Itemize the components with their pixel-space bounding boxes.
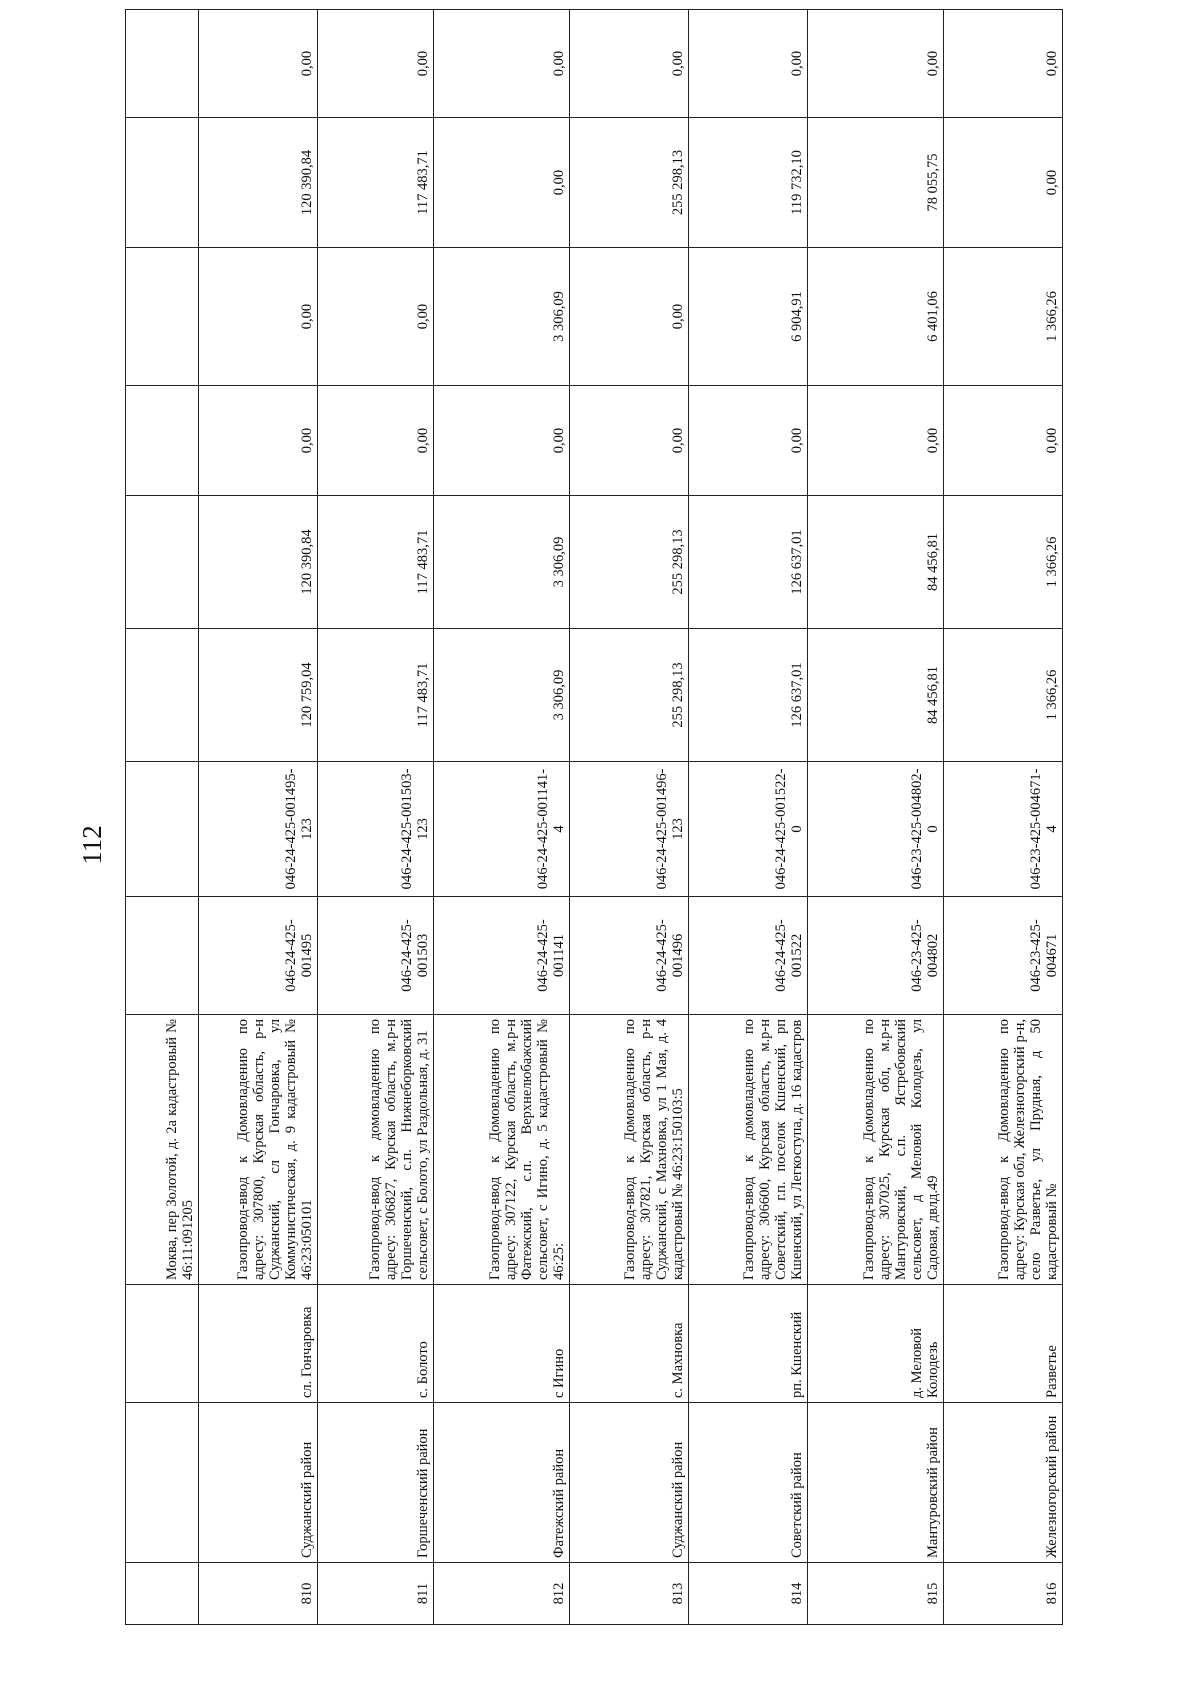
cell-value-2: 120 390,84: [199, 496, 318, 629]
cell-empty: [126, 386, 199, 496]
cell-value-1: 117 483,71: [318, 629, 433, 762]
cell-inventory-code: 046-23-425-004671-4: [944, 762, 1063, 897]
cell-number: 810: [199, 1563, 318, 1625]
cell-value-2: 255 298,13: [569, 496, 688, 629]
cell-value-5: 117 483,71: [318, 118, 433, 248]
cell-inventory-code: 046-24-425-001495-123: [199, 762, 318, 897]
cell-value-4: 0,00: [199, 248, 318, 386]
cell-number: 815: [807, 1563, 943, 1625]
table-row-continuation: [126, 10, 199, 1625]
cell-value-6: 0,00: [318, 10, 433, 118]
cell-district: Мантуровский район: [807, 1403, 943, 1563]
cell-value-5: 255 298,13: [569, 118, 688, 248]
cell-district: Советский район: [688, 1403, 807, 1563]
cell-value-1: 84 456,81: [807, 629, 943, 762]
cell-value-3: 0,00: [199, 386, 318, 496]
cell-settlement: с. Махновка: [569, 1285, 688, 1403]
cell-empty: [126, 118, 199, 248]
cell-description: Газопровод-ввод к Домовладению по адресу: 307821, Курская область, р-н Суджанский, с Махновка, ул 1 Мая, д. 4 кадастровый № 46:23:150103:5: [569, 1015, 688, 1285]
cell-number: 811: [318, 1563, 433, 1625]
cell-value-3: 0,00: [807, 386, 943, 496]
cell-description: Газопровод-ввод к домовладению по адресу: 306827, Курская область, м.р-н Горшеченский, с.п. Нижнеборковский сельсовет, с Болото, ул Раздольная, д. 31: [318, 1015, 433, 1285]
cell-value-2: 3 306,09: [433, 496, 569, 629]
cell-value-5: 0,00: [944, 118, 1063, 248]
cell-inventory-code: 046-24-425-001496-123: [569, 762, 688, 897]
cell-inventory-code: 046-23-425-004802-0: [807, 762, 943, 897]
cell-value-2: 117 483,71: [318, 496, 433, 629]
cell-empty: [126, 248, 199, 386]
assets-table: [125, 9, 1063, 1625]
cell-value-3: 0,00: [433, 386, 569, 496]
cell-description: Газопровод-ввод к Домовладению по адресу: 307122, Курская область, м.р-н Фатежский, с.п. Верхнелюбажский сельсовет, с Игино, д. 5 кадастровый № 46:25:: [433, 1015, 569, 1285]
cell-code: 046-23-425-004802: [807, 897, 943, 1015]
cell-value-1: 120 759,04: [199, 629, 318, 762]
cell-value-2: 1 366,26: [944, 496, 1063, 629]
cell-code: 046-24-425-001495: [199, 897, 318, 1015]
cell-description: Газопровод-ввод к Домовладению по адресу: Курская обл, Железногорский р-н, село Разветье, ул Прудная, д 50 кадастровый №: [944, 1015, 1063, 1285]
cell-inventory-code: 046-24-425-001503-123: [318, 762, 433, 897]
cell-description: Газопровод-ввод к домовладению по адресу: 306600, Курская область, м.р-н Советский, г.п. поселок Кшенский, рп Кшенский, ул Легкоступа, д. 16 кадастров: [688, 1015, 807, 1285]
cell-district: Горшеченский район: [318, 1403, 433, 1563]
cell-value-6: 0,00: [199, 10, 318, 118]
cell-value-5: 0,00: [433, 118, 569, 248]
cell-value-4: 3 306,09: [433, 248, 569, 386]
cell-inventory-code: 046-24-425-001522-0: [688, 762, 807, 897]
table-row: [569, 10, 688, 1625]
cell-value-6: 0,00: [688, 10, 807, 118]
cell-code: 046-24-425-001522: [688, 897, 807, 1015]
cell-value-6: 0,00: [807, 10, 943, 118]
cell-value-1: 255 298,13: [569, 629, 688, 762]
table-row: [688, 10, 807, 1625]
table-row: [433, 10, 569, 1625]
cell-settlement: д. Меловой Колодезь: [807, 1285, 943, 1403]
table-row: [807, 10, 943, 1625]
cell-settlement: рп. Кшенский: [688, 1285, 807, 1403]
cell-code: 046-24-425-001503: [318, 897, 433, 1015]
cell-value-1: 3 306,09: [433, 629, 569, 762]
cell-empty: [126, 762, 199, 897]
cell-settlement: Разветье: [944, 1285, 1063, 1403]
table-row: [944, 10, 1063, 1625]
page-number: 112: [77, 825, 107, 865]
cell-value-3: 0,00: [688, 386, 807, 496]
cell-value-1: 1 366,26: [944, 629, 1063, 762]
cell-district: Суджанский район: [569, 1403, 688, 1563]
cell-value-5: 120 390,84: [199, 118, 318, 248]
cell-value-4: 6 904,91: [688, 248, 807, 386]
cell-empty: [126, 897, 199, 1015]
cell-value-1: 126 637,01: [688, 629, 807, 762]
cell-value-5: 78 055,75: [807, 118, 943, 248]
cell-value-6: 0,00: [569, 10, 688, 118]
cell-value-6: 0,00: [433, 10, 569, 118]
cell-value-4: 0,00: [569, 248, 688, 386]
cell-number: 816: [944, 1563, 1063, 1625]
table-row: [318, 10, 433, 1625]
cell-settlement: с Игино: [433, 1285, 569, 1403]
cell-number: 814: [688, 1563, 807, 1625]
cell-value-3: 0,00: [944, 386, 1063, 496]
cell-empty: [126, 10, 199, 118]
cell-value-3: 0,00: [569, 386, 688, 496]
cell-empty: [126, 1563, 199, 1625]
cell-value-4: 0,00: [318, 248, 433, 386]
cell-district: Железногорский район: [944, 1403, 1063, 1563]
cell-value-5: 119 732,10: [688, 118, 807, 248]
cell-value-3: 0,00: [318, 386, 433, 496]
cell-inventory-code: 046-24-425-001141-4: [433, 762, 569, 897]
cell-value-6: 0,00: [944, 10, 1063, 118]
cell-value-2: 126 637,01: [688, 496, 807, 629]
cell-empty: [126, 496, 199, 629]
cell-value-4: 1 366,26: [944, 248, 1063, 386]
rotated-table-container: [125, 50, 1063, 1625]
table-row: [199, 10, 318, 1625]
cell-description: Моква, пер Золотой, д. 2а кадастровый № 46:11:091205: [126, 1015, 199, 1285]
cell-empty: [126, 1403, 199, 1563]
cell-empty: [126, 629, 199, 762]
cell-code: 046-23-425-004671: [944, 897, 1063, 1015]
cell-settlement: сл. Гончаровка: [199, 1285, 318, 1403]
cell-description: Газопровод-ввод к Домовладению по адресу: 307025, Курская обл, м.р-н Мантуровский, с.п. Ястребовский сельсовет, д Меловой Колодезь, ул Садовая, двлд.49: [807, 1015, 943, 1285]
cell-district: Суджанский район: [199, 1403, 318, 1563]
cell-settlement: с. Болото: [318, 1285, 433, 1403]
cell-number: 812: [433, 1563, 569, 1625]
cell-code: 046-24-425-001496: [569, 897, 688, 1015]
cell-description: Газопровод-ввод к Домовладению по адресу: 307800, Курская область, р-н Суджанский, сл Гончаровка, ул Коммунистическая, д. 9 кадастровый № 46:23:050101: [199, 1015, 318, 1285]
cell-district: Фатежский район: [433, 1403, 569, 1563]
cell-code: 046-24-425-001141: [433, 897, 569, 1015]
cell-value-4: 6 401,06: [807, 248, 943, 386]
cell-value-2: 84 456,81: [807, 496, 943, 629]
cell-empty: [126, 1285, 199, 1403]
cell-number: 813: [569, 1563, 688, 1625]
